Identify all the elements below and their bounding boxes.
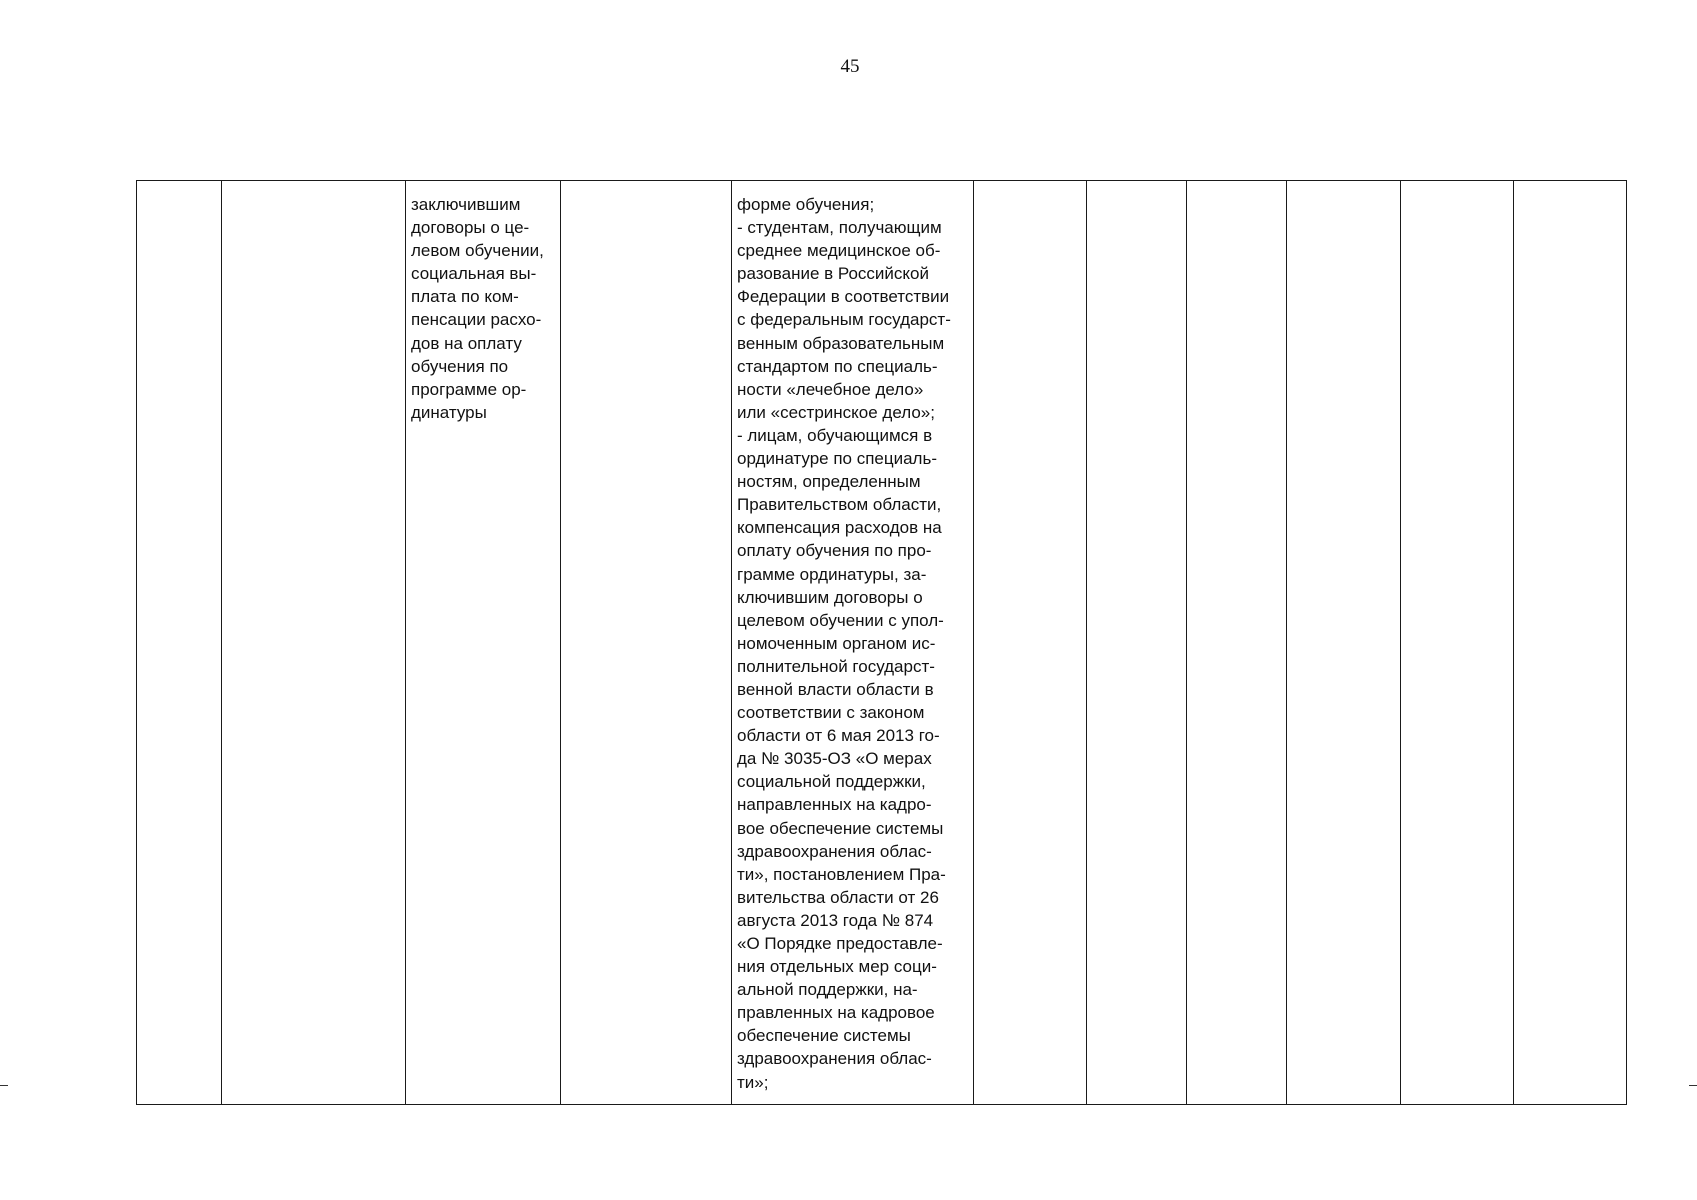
table-cell-col7 bbox=[1087, 181, 1187, 1105]
scan-edge-mark-left bbox=[0, 1085, 8, 1086]
table-cell-col11 bbox=[1514, 181, 1627, 1105]
cell-text-conditions: форме обучения; - студентам, получающим среднее медицинское об- разование в Российской Федерации в соответствии с федеральным государст- венным образовательным стандартом по специаль- ности «лечебное дело» или «сестринское дело»; - лицам, обучающимся в ординатуре по специаль- ностям, определенным Правительством области, компенсация расходов на оплату обучения по про- грамме ординатуры, за- ключившим договоры о целевом обучении с упол- номоченным органом ис- полнительной государст- венной власти области в соответствии с законом области от 6 мая 2013 го- да № 3035-ОЗ «О мерах социальной поддержки, направленных на кадро- вое обеспечение системы здравоохранения облас- ти», постановлением Пра- вительства области от 26 августа 2013 года № 874 «О Порядке предоставле- ния отдельных мер соци- альной поддержки, на- правленных на кадровое обеспечение системы здравоохранения облас- ти»; bbox=[737, 195, 951, 1092]
table-cell-col2 bbox=[222, 181, 406, 1105]
table-cell-col1 bbox=[137, 181, 222, 1105]
table-cell-col10 bbox=[1401, 181, 1514, 1105]
table-cell-col6 bbox=[974, 181, 1087, 1105]
table-cell-col5 bbox=[732, 181, 974, 1105]
measures-table bbox=[136, 180, 1627, 1105]
table-cell-col8 bbox=[1187, 181, 1287, 1105]
table-cell-col9 bbox=[1287, 181, 1401, 1105]
page-number: 45 bbox=[840, 56, 860, 77]
cell-text-beneficiaries: заключившим договоры о це- левом обучении, социальная вы- плата по ком- пенсации расхо- дов на оплату обучения по программе ор- динатуры bbox=[411, 195, 544, 422]
table-cell-col4 bbox=[561, 181, 732, 1105]
scan-edge-mark-right bbox=[1689, 1085, 1697, 1086]
table-row bbox=[137, 181, 1627, 1105]
table-cell-col3 bbox=[406, 181, 561, 1105]
